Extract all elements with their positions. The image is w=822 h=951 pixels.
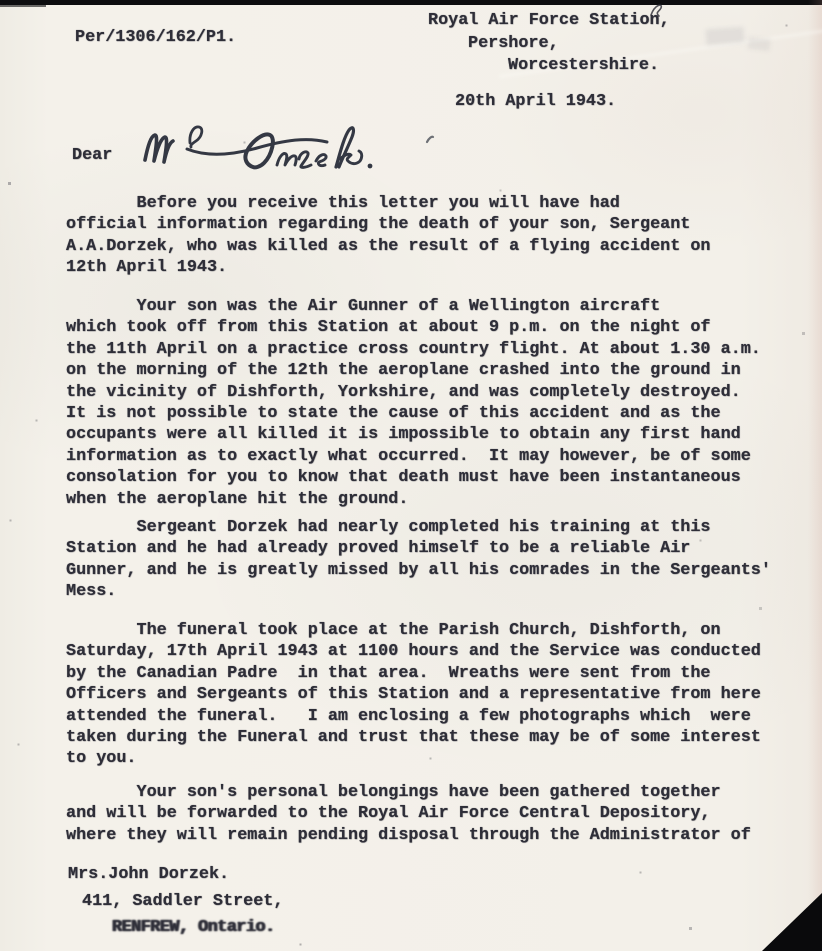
letter-line: to you. (66, 749, 137, 769)
paragraph-3 (66, 517, 771, 603)
letterhead (428, 10, 670, 78)
letter-line: the vicinity of Dishforth, Yorkshire, and was completely destroyed. (66, 382, 741, 402)
scan-top-edge-artifact (0, 0, 822, 5)
letter-line: occupants were all killed it is impossible to obtain any first hand (66, 425, 741, 445)
paragraph-4 (66, 620, 761, 770)
letter-line: It is not possible to state the cause of this accident and as the (66, 404, 721, 424)
paragraph-1 (66, 193, 711, 279)
letter-line: information as to exactly what occurred. It may however, be of some (66, 446, 751, 466)
scan-right-edge-tint (808, 0, 822, 951)
scan-corner-artifact (762, 893, 822, 951)
paragraph-2 (66, 296, 761, 510)
letter-line: Before you receive this letter you will have had (66, 194, 620, 213)
letter-line: RENFREW, Ontario. (112, 918, 275, 938)
date: 20th April 1943. (455, 92, 617, 111)
letter-line: Mess. (66, 582, 117, 602)
faint-smudge (747, 37, 770, 51)
letter-line: Royal Air Force Station, (428, 11, 670, 30)
letter-line: when the aeroplane hit the ground. (66, 489, 409, 509)
letter-line: where they will remain pending disposal through the Administrator of (66, 825, 751, 845)
letter-line: by the Canadian Padre in that area. Wreaths were sent from the (66, 663, 711, 683)
letter-line: and will be forwarded to the Royal Air Force Central Depository, (66, 804, 711, 824)
paper-specks (0, 0, 1, 1)
letter-line: Worcestershire. (508, 56, 660, 75)
reference-number: Per/1306/162/P1. (75, 28, 237, 47)
letter-line: taken during the Funeral and trust that these may be of some interest (66, 728, 761, 748)
handwritten-recipient-name (135, 114, 455, 181)
letter-line: consolation for you to know that death must have been instantaneous (66, 468, 741, 488)
letter-line: attended the funeral. I am enclosing a few photographs which were (66, 706, 751, 726)
letter-line: Your son's personal belongings have been gathered together (66, 783, 721, 802)
letter-line: on the morning of the 12th the aeroplane crashed into the ground in (66, 361, 741, 381)
recipient-address (68, 862, 283, 942)
letter-line: Your son was the Air Gunner of a Wellington aircraft (66, 297, 661, 316)
letter-line: Station and he had already proved himself to be a reliable Air (66, 539, 691, 559)
letter-line: 411, Saddler Street, (82, 891, 284, 911)
letter-line: which took off from this Station at about 9 p.m. on the night of (66, 318, 711, 338)
letter-line: Sergeant Dorzek had nearly completed his training at this (66, 518, 711, 537)
letter-line: A.A.Dorzek, who was killed as the result of a flying accident on (66, 236, 711, 256)
letter-line: Officers and Sergeants of this Station and a representative from here (66, 685, 761, 705)
letter-line: Mrs.John Dorzek. (68, 865, 230, 884)
letter-line: The funeral took place at the Parish Church, Dishforth, on (66, 621, 721, 640)
letter-line: Saturday, 17th April 1943 at 1100 hours and the Service was conducted (66, 642, 761, 662)
faint-smudge (705, 27, 744, 46)
letter-line: the 11th April on a practice cross country flight. At about 1.30 a.m. (66, 339, 761, 359)
letter-line: Gunner, and he is greatly missed by all his comrades in the Sergeants' (66, 560, 771, 580)
paragraph-5 (66, 782, 751, 846)
letter-line: 12th April 1943. (66, 258, 228, 278)
letter-line: Pershore, (468, 33, 559, 53)
letter-line: official information regarding the death of your son, Sergeant (66, 215, 691, 235)
salutation-label: Dear (72, 146, 113, 165)
